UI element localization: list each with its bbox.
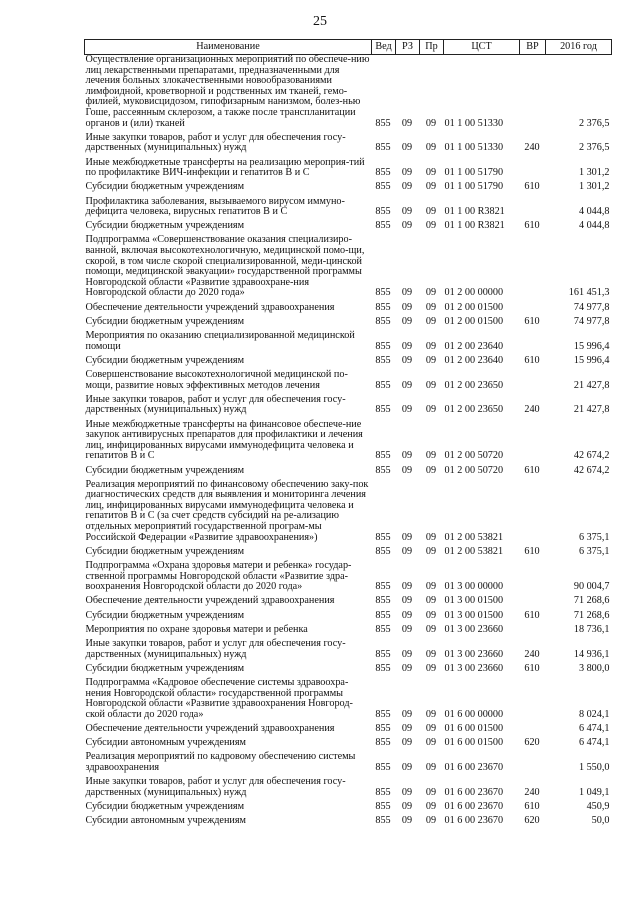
table-row: [85, 561, 612, 596]
row-name: Подпрограмма «Кадровое обеспечение системы здравоохра-нения Новгородской области» государственной программы Новгородской области «Развитие здравоохранения Новгород-ской области до 2020 года»: [85, 676, 353, 720]
row-ved: 855: [375, 815, 391, 827]
row-pr: 09: [425, 450, 437, 462]
row-cst: 01 3 00 23660: [444, 648, 504, 660]
row-vr: [520, 55, 546, 133]
row-rz: 09: [401, 206, 413, 218]
row-vr: [520, 235, 546, 302]
row-name: Субсидии бюджетным учреждениям: [85, 464, 245, 476]
row-ved: 855: [375, 220, 391, 232]
row-vr: 610: [524, 662, 540, 674]
row-rz: 09: [401, 737, 413, 749]
row-cst: 01 1 00 51330: [444, 117, 504, 129]
row-name: Осуществление организационных мероприятий по обеспече-нию лиц лекарственными препаратами, предназначенными для лечения больных злокачественными новообразованиями лимфоидной, кроветворной и родственных им тканей, гемо-филией, муковисцидозом, гипофизарным нанизмом, болез-нью Гоше, рассеянным склерозом, а также после транспланитации органов и (или) тканей: [85, 54, 370, 129]
row-rz: 09: [401, 800, 413, 812]
row-pr: 09: [425, 737, 437, 749]
row-rz: 09: [401, 142, 413, 154]
row-cst: 01 2 00 50720: [444, 450, 504, 462]
row-sum: 1 301,2: [578, 181, 610, 193]
row-cst: 01 2 00 00000: [444, 287, 504, 299]
row-sum: 15 996,4: [573, 340, 610, 352]
row-ved: 855: [375, 379, 391, 391]
row-vr: 240: [524, 142, 540, 154]
row-rz: 09: [401, 722, 413, 734]
table-row: [85, 664, 612, 678]
row-ved: 855: [375, 581, 391, 593]
row-rz: 09: [401, 117, 413, 129]
table-row: [85, 547, 612, 561]
row-vr: 240: [524, 786, 540, 798]
row-rz: 09: [401, 761, 413, 773]
table-row: [85, 197, 612, 222]
row-pr: 09: [425, 815, 437, 827]
row-cst: 01 2 00 23650: [444, 379, 504, 391]
row-vr: 610: [524, 464, 540, 476]
row-ved: 855: [375, 609, 391, 621]
row-rz: 09: [401, 708, 413, 720]
row-sum: 6 375,1: [578, 531, 610, 543]
row-name: Обеспечение деятельности учреждений здравоохранения: [85, 722, 335, 734]
row-pr: 09: [425, 354, 437, 366]
row-sum: 71 268,6: [573, 609, 610, 621]
row-rz: 09: [401, 220, 413, 232]
row-cst: 01 2 00 23650: [444, 404, 504, 416]
row-sum: 74 977,8: [573, 315, 610, 327]
row-sum: 21 427,8: [573, 404, 610, 416]
row-ved: 855: [375, 737, 391, 749]
row-sum: 50,0: [591, 815, 610, 827]
row-rz: 09: [401, 595, 413, 607]
row-ved: 855: [375, 315, 391, 327]
row-ved: 855: [375, 404, 391, 416]
row-vr: [520, 303, 546, 317]
header-ved: Вед: [372, 40, 396, 55]
row-ved: 855: [375, 722, 391, 734]
row-vr: 610: [524, 545, 540, 557]
row-vr: 610: [524, 220, 540, 232]
row-rz: 09: [401, 648, 413, 660]
row-ved: 855: [375, 354, 391, 366]
row-cst: 01 6 00 00000: [444, 708, 504, 720]
row-sum: 42 674,2: [573, 464, 610, 476]
row-rz: 09: [401, 662, 413, 674]
row-name: Иные закупки товаров, работ и услуг для обеспечения госу-дарственных (муниципальных) нужд: [85, 776, 346, 798]
row-pr: 09: [425, 167, 437, 179]
row-vr: 610: [524, 354, 540, 366]
row-rz: 09: [401, 301, 413, 313]
row-vr: [520, 561, 546, 596]
row-pr: 09: [425, 708, 437, 720]
row-cst: 01 6 00 23670: [444, 815, 504, 827]
row-vr: [520, 752, 546, 777]
row-name: Субсидии бюджетным учреждениям: [85, 545, 245, 557]
row-sum: 2 376,5: [578, 142, 610, 154]
header-pr: Пр: [420, 40, 444, 55]
table-row: [85, 317, 612, 331]
row-cst: 01 6 00 23670: [444, 800, 504, 812]
table-row: [85, 639, 612, 664]
row-cst: 01 2 00 50720: [444, 464, 504, 476]
row-rz: 09: [401, 450, 413, 462]
row-name: Иные закупки товаров, работ и услуг для обеспечения госу-дарственных (муниципальных) нужд: [85, 131, 346, 154]
row-pr: 09: [425, 545, 437, 557]
table-row: [85, 802, 612, 816]
row-name: Мероприятия по охране здоровья матери и ребенка: [85, 623, 308, 635]
row-ved: 855: [375, 648, 391, 660]
table-row: [85, 752, 612, 777]
row-name: Субсидии бюджетным учреждениям: [85, 800, 245, 812]
row-cst: 01 2 00 01500: [444, 315, 504, 327]
row-rz: 09: [401, 167, 413, 179]
row-pr: 09: [425, 287, 437, 299]
table-row: [85, 235, 612, 302]
row-pr: 09: [425, 142, 437, 154]
row-sum: 6 474,1: [578, 737, 610, 749]
row-vr: 240: [524, 648, 540, 660]
header-vr: ВР: [520, 40, 546, 55]
row-rz: 09: [401, 786, 413, 798]
row-sum: 14 936,1: [573, 648, 610, 660]
row-cst: 01 3 00 00000: [444, 581, 504, 593]
row-sum: 4 044,8: [578, 206, 610, 218]
row-cst: 01 3 00 01500: [444, 609, 504, 621]
row-rz: 09: [401, 545, 413, 557]
row-pr: 09: [425, 648, 437, 660]
row-cst: 01 2 00 53821: [444, 545, 504, 557]
table-row: [85, 303, 612, 317]
row-sum: 6 375,1: [578, 545, 610, 557]
page-number: 25: [313, 14, 327, 29]
row-vr: 620: [524, 737, 540, 749]
row-pr: 09: [425, 722, 437, 734]
row-sum: 8 024,1: [578, 708, 610, 720]
row-name: Субсидии бюджетным учреждениям: [85, 354, 245, 366]
row-pr: 09: [425, 301, 437, 313]
row-rz: 09: [401, 581, 413, 593]
table-row: [85, 466, 612, 480]
row-cst: 01 6 00 23670: [444, 786, 504, 798]
row-cst: 01 3 00 23660: [444, 662, 504, 674]
row-rz: 09: [401, 354, 413, 366]
row-pr: 09: [425, 662, 437, 674]
row-vr: [520, 724, 546, 738]
row-rz: 09: [401, 609, 413, 621]
row-cst: 01 6 00 01500: [444, 737, 504, 749]
row-pr: 09: [425, 340, 437, 352]
row-ved: 855: [375, 708, 391, 720]
row-ved: 855: [375, 761, 391, 773]
row-name: Иные закупки товаров, работ и услуг для обеспечения госу-дарственных (муниципальных) нужд: [85, 637, 346, 660]
row-pr: 09: [425, 464, 437, 476]
row-sum: 71 268,6: [573, 595, 610, 607]
row-vr: [520, 420, 546, 466]
row-vr: 240: [524, 404, 540, 416]
table-row: [85, 777, 612, 802]
row-name: Подпрограмма «Совершенствование оказания специализиро-ванной, включая высокотехнологичную, медицинской помо-щи, скорой, в том числе скорой специализированной, меди-цинской помощи, медицинской эвакуации» государственной программы Новгородской области «Развитие здравоохране-ния Новгородской области до 2020 года»: [85, 234, 365, 299]
row-sum: 4 044,8: [578, 220, 610, 232]
row-cst: 01 3 00 01500: [444, 595, 504, 607]
row-cst: 01 3 00 23660: [444, 623, 504, 635]
table-row: [85, 55, 612, 133]
row-ved: 855: [375, 117, 391, 129]
row-pr: 09: [425, 623, 437, 635]
row-pr: 09: [425, 786, 437, 798]
header-name: Наименование: [85, 40, 372, 55]
row-ved: 855: [375, 167, 391, 179]
row-rz: 09: [401, 623, 413, 635]
row-name: Профилактика заболевания, вызываемого вирусом иммуно-дефицита человека, вирусных гепатитов В и С: [85, 195, 345, 218]
table-row: [85, 133, 612, 158]
row-vr: 610: [524, 609, 540, 621]
row-rz: 09: [401, 404, 413, 416]
table-row: [85, 625, 612, 639]
row-ved: 855: [375, 464, 391, 476]
row-name: Иные межбюджетные трансферты на финансовое обеспече-ние закупок антивирусных препаратов для профилактики и лечения лиц, инфицированных вирусами иммунодефицита человека и гепатитов В и С: [85, 418, 363, 462]
budget-table: [84, 39, 612, 830]
row-pr: 09: [425, 595, 437, 607]
table-row: [85, 816, 612, 830]
row-ved: 855: [375, 301, 391, 313]
row-pr: 09: [425, 761, 437, 773]
row-rz: 09: [401, 815, 413, 827]
table-row: [85, 724, 612, 738]
row-name: Субсидии бюджетным учреждениям: [85, 609, 245, 621]
table-row: [85, 182, 612, 196]
row-rz: 09: [401, 315, 413, 327]
row-pr: 09: [425, 531, 437, 543]
row-vr: 620: [524, 815, 540, 827]
row-vr: [520, 625, 546, 639]
row-rz: 09: [401, 464, 413, 476]
header-rz: РЗ: [396, 40, 420, 55]
row-pr: 09: [425, 181, 437, 193]
row-sum: 1 301,2: [578, 167, 610, 179]
row-name: Субсидии бюджетным учреждениям: [85, 220, 245, 232]
table-row: [85, 480, 612, 547]
row-vr: [520, 678, 546, 724]
row-pr: 09: [425, 800, 437, 812]
row-sum: 42 674,2: [573, 450, 610, 462]
row-pr: 09: [425, 379, 437, 391]
row-ved: 855: [375, 623, 391, 635]
row-sum: 90 004,7: [573, 581, 610, 593]
row-sum: 2 376,5: [578, 117, 610, 129]
row-name: Субсидии автономным учреждениям: [85, 815, 246, 827]
row-pr: 09: [425, 220, 437, 232]
row-sum: 1 049,1: [578, 786, 610, 798]
row-vr: [520, 158, 546, 183]
row-ved: 855: [375, 531, 391, 543]
row-ved: 855: [375, 340, 391, 352]
row-name: Обеспечение деятельности учреждений здравоохранения: [85, 301, 335, 313]
row-sum: 161 451,3: [568, 287, 610, 299]
row-cst: 01 2 00 01500: [444, 301, 504, 313]
row-name: Иные закупки товаров, работ и услуг для обеспечения госу-дарственных (муниципальных) нужд: [85, 393, 346, 416]
table-header: [85, 40, 612, 55]
row-pr: 09: [425, 404, 437, 416]
row-cst: 01 1 00 51790: [444, 181, 504, 193]
table-row: [85, 395, 612, 420]
row-name: Субсидии бюджетным учреждениям: [85, 662, 245, 674]
table-row: [85, 331, 612, 356]
row-name: Субсидии бюджетным учреждениям: [85, 315, 245, 327]
row-cst: 01 2 00 23640: [444, 340, 504, 352]
row-ved: 855: [375, 786, 391, 798]
row-vr: [520, 197, 546, 222]
header-year: 2016 год: [546, 40, 612, 55]
row-sum: 74 977,8: [573, 301, 610, 313]
row-vr: [520, 596, 546, 610]
row-name: Субсидии автономным учреждениям: [85, 737, 246, 749]
row-ved: 855: [375, 287, 391, 299]
row-rz: 09: [401, 340, 413, 352]
row-vr: [520, 331, 546, 356]
row-name: Совершенствование высокотехнологичной медицинской по-мощи, развитие новых эффективных методов лечения: [85, 368, 348, 391]
row-vr: 610: [524, 800, 540, 812]
header-cst: ЦСТ: [444, 40, 520, 55]
row-ved: 855: [375, 181, 391, 193]
row-ved: 855: [375, 206, 391, 218]
table-row: [85, 221, 612, 235]
row-vr: [520, 370, 546, 395]
row-ved: 855: [375, 450, 391, 462]
table-row: [85, 611, 612, 625]
row-ved: 855: [375, 662, 391, 674]
row-vr: 610: [524, 315, 540, 327]
row-name: Реализация мероприятий по финансовому обеспечению заку-пок диагностических средств для выявления и мониторинга лечения лиц, инфицированных вирусами иммунодефицита человека и гепатитов В и С (за счет средств субсидий на ре-ализацию отдельных мероприятий государственной програм-мы Российской Федерации «Развитие здравоохранения»): [85, 478, 369, 543]
row-sum: 18 736,1: [573, 623, 610, 635]
row-vr: [520, 480, 546, 547]
row-ved: 855: [375, 800, 391, 812]
row-cst: 01 2 00 23640: [444, 354, 504, 366]
row-cst: 01 6 00 01500: [444, 722, 504, 734]
row-cst: 01 1 00 R3821: [444, 206, 505, 218]
table-row: [85, 678, 612, 724]
row-cst: 01 2 00 53821: [444, 531, 504, 543]
table-row: [85, 596, 612, 610]
row-name: Реализация мероприятий по кадровому обеспечению системы здравоохранения: [85, 751, 356, 773]
row-cst: 01 1 00 R3821: [444, 220, 505, 232]
row-cst: 01 1 00 51790: [444, 167, 504, 179]
row-pr: 09: [425, 117, 437, 129]
row-rz: 09: [401, 287, 413, 299]
row-rz: 09: [401, 531, 413, 543]
table-row: [85, 420, 612, 466]
row-ved: 855: [375, 142, 391, 154]
row-sum: 1 550,0: [578, 761, 610, 773]
row-name: Мероприятия по оказанию специализированной медицинской помощи: [85, 330, 355, 352]
row-vr: 610: [524, 181, 540, 193]
row-sum: 21 427,8: [573, 379, 610, 391]
table-row: [85, 356, 612, 370]
row-sum: 450,9: [586, 800, 610, 812]
row-sum: 15 996,4: [573, 354, 610, 366]
table-row: [85, 158, 612, 183]
row-cst: 01 1 00 51330: [444, 142, 504, 154]
row-name: Обеспечение деятельности учреждений здравоохранения: [85, 595, 335, 607]
row-pr: 09: [425, 206, 437, 218]
row-name: Иные межбюджетные трансферты на реализацию мероприя-тий по профилактике ВИЧ-инфекции и гепатитов В и С: [85, 156, 365, 179]
row-name: Субсидии бюджетным учреждениям: [85, 181, 245, 193]
table-row: [85, 738, 612, 752]
row-sum: 6 474,1: [578, 722, 610, 734]
row-sum: 3 800,0: [578, 662, 610, 674]
row-ved: 855: [375, 545, 391, 557]
row-pr: 09: [425, 315, 437, 327]
row-pr: 09: [425, 609, 437, 621]
row-rz: 09: [401, 181, 413, 193]
table-body: [85, 55, 612, 831]
row-cst: 01 6 00 23670: [444, 761, 504, 773]
row-rz: 09: [401, 379, 413, 391]
row-pr: 09: [425, 581, 437, 593]
row-name: Подпрограмма «Охрана здоровья матери и ребенка» государ-ственной программы Новгородской области «Развитие здра-воохранения Новгородской области до 2020 года»: [85, 560, 352, 593]
row-ved: 855: [375, 595, 391, 607]
table-row: [85, 370, 612, 395]
